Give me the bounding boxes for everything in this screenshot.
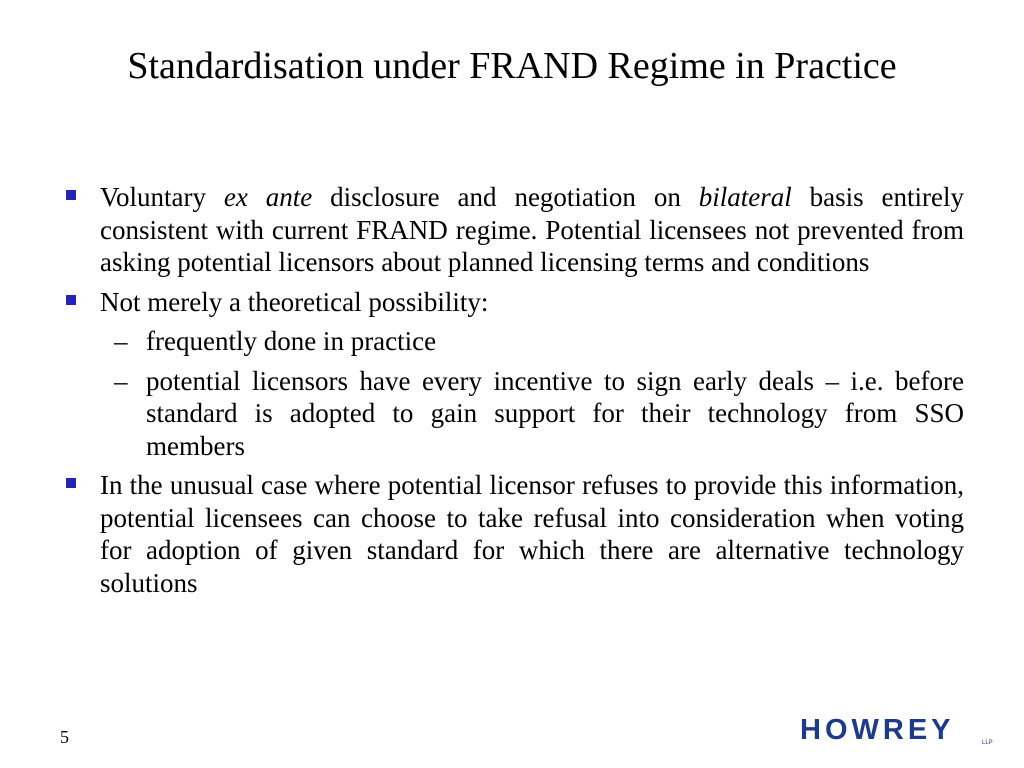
slide-number: 5 bbox=[60, 727, 69, 747]
bullet-text: In the unusual case where potential licensor refuses to provide this information, potential licensees can choose to take refusal into consideration when voting for adoption of given standard for which there are alternative technology solutions bbox=[100, 470, 964, 598]
bullet-italic-text: bilateral bbox=[698, 182, 792, 212]
bullet-marker-icon bbox=[66, 478, 76, 488]
bullet-marker-icon bbox=[66, 295, 76, 305]
bullet-text: Voluntary bbox=[100, 182, 224, 212]
sub-bullet-dash: – bbox=[114, 365, 128, 396]
sub-bullet-text: frequently done in practice bbox=[146, 326, 437, 356]
slide-title: Standardisation under FRAND Regime in Practice bbox=[127, 45, 897, 87]
sub-bullet-item bbox=[66, 365, 964, 463]
sub-bullet-dash: – bbox=[114, 326, 128, 356]
sub-bullet-text: potential licensors have every incentive to sign early deals – i.e. before standard is adopted to gain support for their technology from SSO members bbox=[146, 365, 964, 461]
sub-bullet-item bbox=[66, 325, 964, 358]
bullet-item bbox=[66, 286, 964, 319]
bullet-italic-text: ex ante bbox=[223, 182, 313, 212]
logo-wordmark: HOWREY bbox=[800, 714, 955, 746]
slide-body bbox=[66, 181, 964, 606]
bullet-text: disclosure and negotiation on bbox=[312, 182, 699, 212]
bullet-item bbox=[66, 181, 964, 279]
bullet-item bbox=[66, 469, 964, 599]
bullet-text: Not merely a theoretical possibility: bbox=[100, 286, 489, 317]
bullet-text: basis entirely consistent with current FRAND regime. Potential licensees not prevented from asking potential licensors about planned licensing terms and conditions bbox=[100, 182, 965, 277]
bullet-marker-icon bbox=[66, 190, 76, 200]
howrey-logo bbox=[800, 712, 992, 752]
logo-llp-suffix: LLP bbox=[982, 740, 993, 746]
